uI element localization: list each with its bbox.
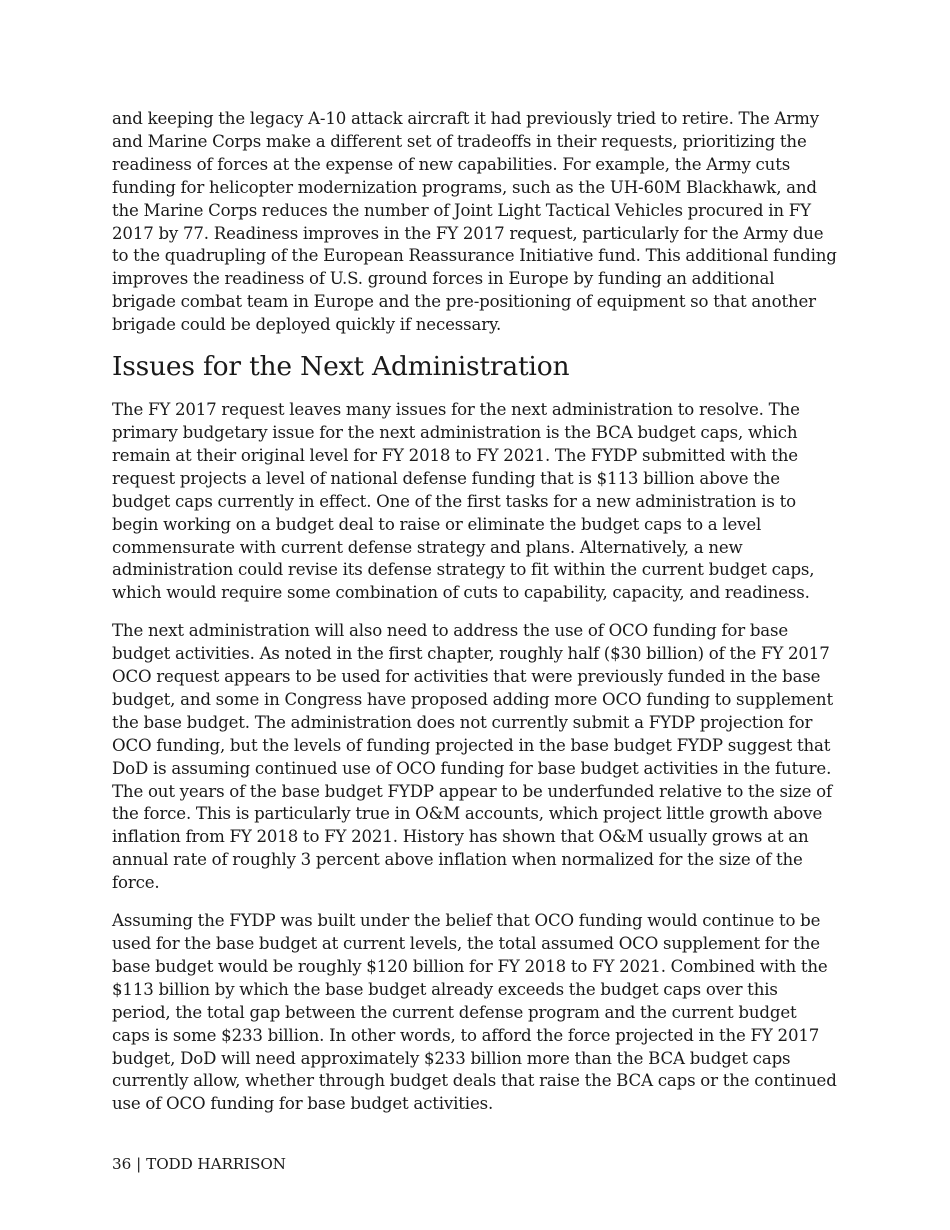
paragraph-budget-caps: The FY 2017 request leaves many issues for the next administration to resolve. The primary budgetary issue for the next administration is the BCA budget caps, which remain at their original level for FY 2018 to FY 2021. The FYDP submitted with the request projects a level of national defense funding that is $113 billion above the budget caps currently in effect. One of the first tasks for a new administration is to begin working on a budget deal to raise or eliminate the budget caps to a level commensurate with current defense strategy and plans. Alternatively, a new administration could revise its defense strategy to fit within the current budget caps, which would require some combination of cuts to capability, capacity, and readiness. — [112, 400, 815, 603]
paragraph-continued: and keeping the legacy A-10 attack aircraft it had previously tried to retire. The Army and Marine Corps make a different set of tradeoffs in their requests, prioritizing the readiness of forces at the expense of new capabilities. For example, the Army cuts funding for helicopter modernization programs, such as the UH-60M Blackhawk, and the Marine Corps reduces the number of Joint Light Tactical Vehicles procured in FY 2017 by 77. Readiness improves in the FY 2017 request, particularly for the Army due to the quadrupling of the European Reassurance Initiative fund. This additional funding improves the readiness of U.S. ground forces in Europe by funding an additional brigade combat team in Europe and the pre-positioning of equipment so that another brigade could be deployed quickly if necessary. — [112, 109, 837, 335]
page-footer — [112, 1154, 286, 1174]
paragraph-funding-gap: Assuming the FYDP was built under the belief that OCO funding would continue to be used for the base budget at current levels, the total assumed OCO supplement for the base budget would be roughly $120 billion for FY 2018 to FY 2021. Combined with the $113 billion by which the base budget already exceeds the budget caps over this period, the total gap between the current defense program and the current budget caps is some $233 billion. In other words, to afford the force projected in the FY 2017 budget, DoD will need approximately $233 billion more than the BCA budget caps currently allow, whether through budget deals that raise the BCA caps or the continued use of OCO funding for base budget activities. — [112, 911, 837, 1114]
page-body — [112, 108, 838, 1116]
footer-separator: | — [136, 1155, 142, 1173]
footer-author: TODD HARRISON — [146, 1155, 286, 1173]
paragraph-oco-funding: The next administration will also need to address the use of OCO funding for base budget activities. As noted in the first chapter, roughly half ($30 billion) of the FY 2017 OCO request appears to be used for activities that were previously funded in the base budget, and some in Congress have proposed adding more OCO funding to supplement the base budget. The administration does not currently submit a FYDP projection for OCO funding, but the levels of funding projected in the base budget FYDP suggest that DoD is assuming continued use of OCO funding for base budget activities in the future. The out years of the base budget FYDP appear to be underfunded relative to the size of the force. This is particularly true in O&M accounts, which project little growth above inflation from FY 2018 to FY 2021. History has shown that O&M usually grows at an annual rate of roughly 3 percent above inflation when normalized for the size of the force. — [112, 621, 833, 893]
section-heading: Issues for the Next Administration — [112, 351, 570, 383]
page-number: 36 — [112, 1155, 132, 1173]
